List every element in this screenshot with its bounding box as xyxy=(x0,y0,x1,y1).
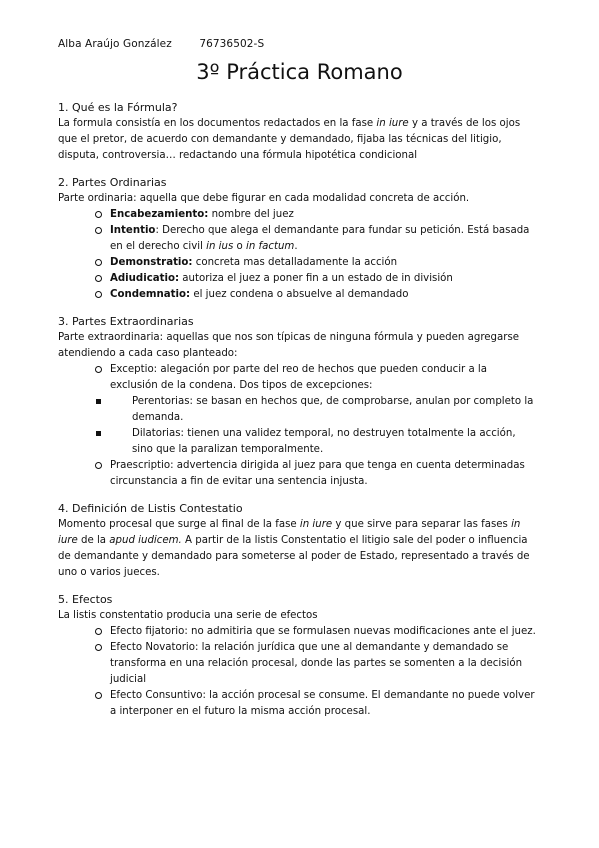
definition: el juez condena o absuelve al demandado xyxy=(190,289,409,300)
document-title: 3º Práctica Romano xyxy=(196,60,403,84)
document-body xyxy=(58,100,536,731)
list-item xyxy=(58,362,536,458)
italic-run: in factum xyxy=(246,241,295,252)
italic-run: in iure xyxy=(58,519,521,546)
section-listis-contestatio xyxy=(58,501,536,581)
section-paragraph xyxy=(58,517,536,581)
term: Adiudicatio: xyxy=(110,273,180,284)
effect-text: Efecto Novatorio: la relación jurídica que une al demandante y demandado se transforma en una relación procesal, donde las partes se somenten a la decisión judicial xyxy=(110,642,523,685)
sublist-item xyxy=(58,394,536,426)
section-heading: 4. Definición de Listis Contestatio xyxy=(58,502,243,515)
text-run: Momento procesal que surge al final de la fase xyxy=(58,519,300,530)
italic-run: in iure xyxy=(376,118,409,129)
extraordinary-parts-list xyxy=(58,362,536,490)
section-partes-extraordinarias xyxy=(58,314,536,490)
section-heading: 2. Partes Ordinarias xyxy=(58,176,167,189)
definition: autoriza el juez a poner fin a un estado de in división xyxy=(179,273,453,284)
text-run: y que sirve para separar las fases xyxy=(332,519,512,530)
exceptio-text: Exceptio: alegación por parte del reo de hechos que pueden conducir a la exclusión de la condena. Dos tipos de excepciones: xyxy=(110,364,488,391)
exceptions-sublist xyxy=(58,394,536,458)
italic-run: in ius xyxy=(206,241,234,252)
term: Encabezamiento: xyxy=(110,209,209,220)
list-item xyxy=(58,640,536,688)
author-line xyxy=(58,38,264,50)
list-item xyxy=(58,255,536,271)
student-id: 76736502-S xyxy=(199,38,265,50)
section-heading: 5. Efectos xyxy=(58,593,113,606)
section-heading: 1. Qué es la Fórmula? xyxy=(58,101,178,114)
definition: : Derecho que alega el demandante para fundar su petición. Está basada en el derecho civil xyxy=(110,225,530,252)
section-formula xyxy=(58,100,536,164)
text-run: A partir de la listis Constentatio el litigio sale del poder o influencia de demandante y demandado para someterse al poder de Estado, representado a través de uno o varios jueces. xyxy=(58,535,530,578)
italic-run: apud iudicem. xyxy=(109,535,182,546)
list-item xyxy=(58,458,536,490)
text-run: . xyxy=(294,241,298,252)
ordinary-parts-list xyxy=(58,207,536,303)
sublist-text: Perentorias: se basan en hechos que, de comprobarse, anulan por completo la demanda. xyxy=(132,396,534,423)
sublist-text: Dilatorias: tienen una validez temporal, no destruyen totalmente la acción, sino que la paralizan temporalmente. xyxy=(132,428,516,455)
list-item xyxy=(58,287,536,303)
list-item xyxy=(58,271,536,287)
term: Demonstratio: xyxy=(110,257,193,268)
sublist-item xyxy=(58,426,536,458)
list-item xyxy=(58,207,536,223)
section-partes-ordinarias xyxy=(58,175,536,303)
term: Intentio xyxy=(110,225,156,236)
list-item xyxy=(58,223,536,255)
text-run: y a través de los ojos que el pretor, de acuerdo con demandante y demandado, fijaba las técnicas del litigio, disputa, controversia… redactando una fórmula hipotética condicional xyxy=(58,118,521,161)
effect-text: Efecto fijatorio: no admitiria que se formulasen nuevas modificaciones ante el juez. xyxy=(110,626,536,637)
text-run: La formula consistía en los documentos redactados en la fase xyxy=(58,118,377,129)
section-heading: 3. Partes Extraordinarias xyxy=(58,315,194,328)
section-paragraph xyxy=(58,116,536,164)
term: Condemnatio: xyxy=(110,289,191,300)
praescriptio-text: Praescriptio: advertencia dirigida al juez para que tenga en cuenta determinadas circunstancia a fin de evitar una sentencia injusta. xyxy=(110,460,525,487)
italic-run: in iure xyxy=(299,519,333,530)
list-item xyxy=(58,624,536,640)
text-run: o xyxy=(233,241,246,252)
section-intro: La listis constentatio producia una serie de efectos xyxy=(58,610,318,621)
text-run: de la xyxy=(77,535,110,546)
effect-text: Efecto Consuntivo: la acción procesal se consume. El demandante no puede volver a interponer en el futuro la misma acción procesal. xyxy=(110,690,535,717)
list-item xyxy=(58,688,536,720)
section-intro: Parte ordinaria: aquella que debe figurar en cada modalidad concreta de acción. xyxy=(58,193,470,204)
definition: nombre del juez xyxy=(208,209,294,220)
definition: concreta mas detalladamente la acción xyxy=(192,257,398,268)
author-name: Alba Araújo González xyxy=(58,38,172,50)
section-intro: Parte extraordinaria: aquellas que nos son típicas de ninguna fórmula y pueden agregarse atendiendo a cada caso planteado: xyxy=(58,332,520,359)
effects-list xyxy=(58,624,536,720)
section-efectos xyxy=(58,592,536,720)
